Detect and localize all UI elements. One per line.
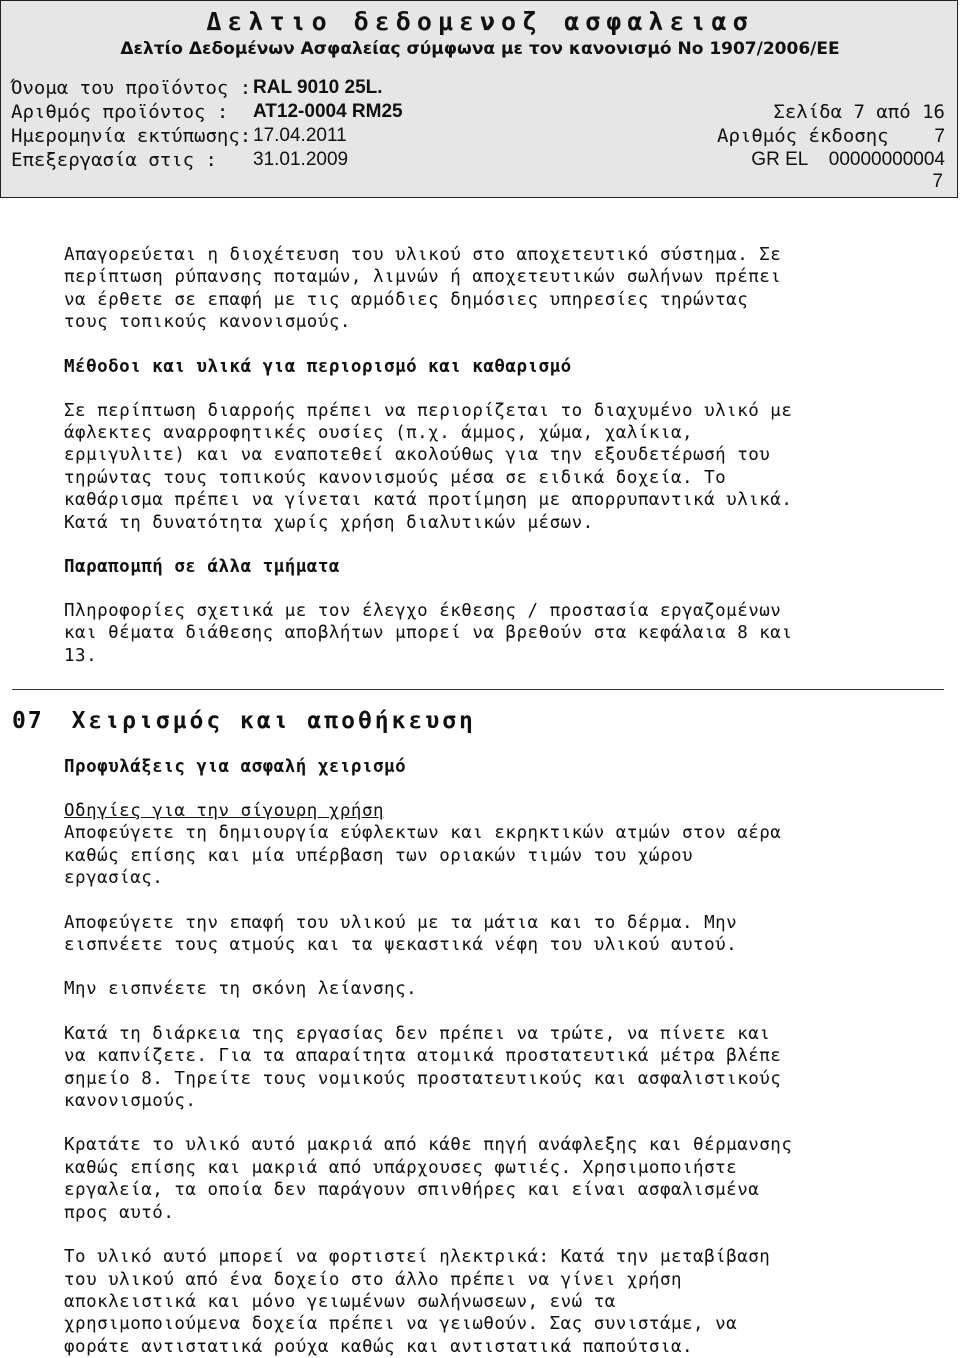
references-heading: Παραπομπή σε άλλα τμήματα <box>64 557 340 578</box>
safe-use-subheading: Οδηγίες για την σίγουρη χρήση <box>64 801 385 821</box>
version-value: 7 <box>934 126 945 147</box>
safe-use-paragraph-3: Μην εισπνέετε τη σκόνη λείανσης. <box>64 979 418 1000</box>
document-code <box>751 149 945 171</box>
document-subtitle: Δελτίο Δεδομένων Ασφαλείας σύμφωνα με τον κανονισμό Νο 1907/2006/ΕΕ <box>120 39 840 59</box>
product-number-value: AT12-0004 RM25 <box>253 101 403 122</box>
section-7-body <box>64 756 950 1358</box>
safe-use-paragraph-5: Κρατάτε το υλικό αυτό μακριά από κάθε πηγή ανάφλεξης και θέρμανσης καθώς επίσης και μακριά από υπάρχουσες φωτιές. Χρησιμοποιήστε εργαλεία, τα οποία δεν παράγουν σπινθήρες και είναι ασφαλισμένα προς αυτό. <box>64 1135 793 1223</box>
region-code: GR EL <box>751 149 808 170</box>
precautions-heading: Προφυλάξεις για ασφαλή χειρισμό <box>64 757 407 777</box>
document-header <box>0 0 958 198</box>
chapter-heading <box>12 708 476 734</box>
section-6-continued <box>64 244 950 667</box>
product-name-label: Όνομα του προϊόντος : <box>11 77 252 99</box>
references-paragraph: Πληροφορίες σχετικά με τον έλεγχο έκθεσης / προστασία εργαζομένων και θέματα διάθεσης αποβλήτων μπορεί να βρεθούν στα κεφάλαια 8 και 13. <box>64 601 793 666</box>
version-label: Αριθμός έκδοσης <box>717 125 889 147</box>
document-number-suffix: 7 <box>932 171 943 192</box>
print-date-row <box>1 125 959 149</box>
section-divider <box>12 689 944 690</box>
product-number-label: Αριθμός προϊόντος : <box>11 101 229 123</box>
chapter-number: 07 <box>12 708 44 734</box>
processed-label: Επεξεργασία στις : <box>11 149 217 171</box>
safe-use-paragraph-1: Αποφεύγετε τη δημιουργία εύφλεκτων και εκρηκτικών ατμών στον αέρα καθώς επίσης και μία υπέρβαση των οριακών τιμών του χώρου εργασίας. <box>64 823 782 889</box>
containment-heading: Μέθοδοι και υλικά για περιορισμό και καθαρισμό <box>64 356 572 377</box>
document-number: 00000000004 <box>828 149 945 170</box>
safe-use-paragraph-2: Αποφεύγετε την επαφή του υλικού με τα μάτια και το δέρμα. Μην εισπνέετε τους ατμούς και τα ψεκαστικά νέφη του υλικού αυτού. <box>64 912 738 956</box>
page-indicator: Σελίδα 7 από 16 <box>773 101 945 123</box>
product-name-value: RAL 9010 25L. <box>253 77 383 98</box>
print-date-label: Ημερομηνία εκτύπωσης: <box>11 125 252 147</box>
print-date-value: 17.04.2011 <box>253 125 347 146</box>
safe-use-paragraph-4: Κατά τη διάρκεια της εργασίας δεν πρέπει να τρώτε, να πίνετε και να καπνίζετε. Για τα απαραίτητα ατομικά προστατευτικά μέτρα βλέπε σημείο 8. Τηρείτε τους νομικούς προστατευτικούς και ασφαλιστικούς κανονισμούς. <box>64 1023 782 1112</box>
containment-paragraph: Σε περίπτωση διαρροής πρέπει να περιορίζεται το διαχυμένο υλικό με άφλεκτες αναρροφητικές ουσίες (π.χ. άμμος, χώμα, χαλίκια, ερμιγυλιτε) και να εναποτεθεί ακολούθως για την εξουδετέρωσή του τηρώντας τους τοπικούς κανονισμούς μέσα σε ειδικά δοχεία. Το καθάρισμα πρέπει να γίνεται κατά προτίμηση με απορρυπαντικά υλικά. Κατά τη δυνατότητα χωρίς χρήση διαλυτικών μέσων. <box>64 400 793 533</box>
product-name-row <box>1 77 959 101</box>
document-title: Δελτιο δεδομενοζ ασφαλειασ <box>206 7 754 36</box>
product-number-row <box>1 101 959 125</box>
version-info <box>717 125 945 148</box>
safe-use-paragraph-6: Το υλικό αυτό μπορεί να φορτιστεί ηλεκτρικά: Κατά την μεταβίβαση του υλικού από ένα δοχείο στο άλλο πρέπει να γίνει χρήση αποκλειστικά και μόνο γειωμένων σωλήνωσεων, ενώ τα χρησιμοποιούμενα δοχεία πρέπει να γειωθούν. Σας συνιστάμε, να φοράτε αντιστατικά ρούχα καθώς και αντιστατικά παπούτσια. <box>64 1247 771 1357</box>
processed-value: 31.01.2009 <box>253 149 349 170</box>
chapter-title: Χειρισμός και αποθήκευση <box>71 708 476 734</box>
environment-paragraph: Απαγορεύεται η διοχέτευση του υλικού στο αποχετευτικό σύστημα. Σε περίπτωση ρύπανσης ποταμών, λιμνών ή αποχετευτικών σωλήνων πρέπει να έρθετε σε επαφή με τις αρμόδιες δημόσιες υπηρεσίες τηρώντας τους τοπικούς κανονισμούς. <box>64 245 782 333</box>
processed-row <box>1 149 959 173</box>
